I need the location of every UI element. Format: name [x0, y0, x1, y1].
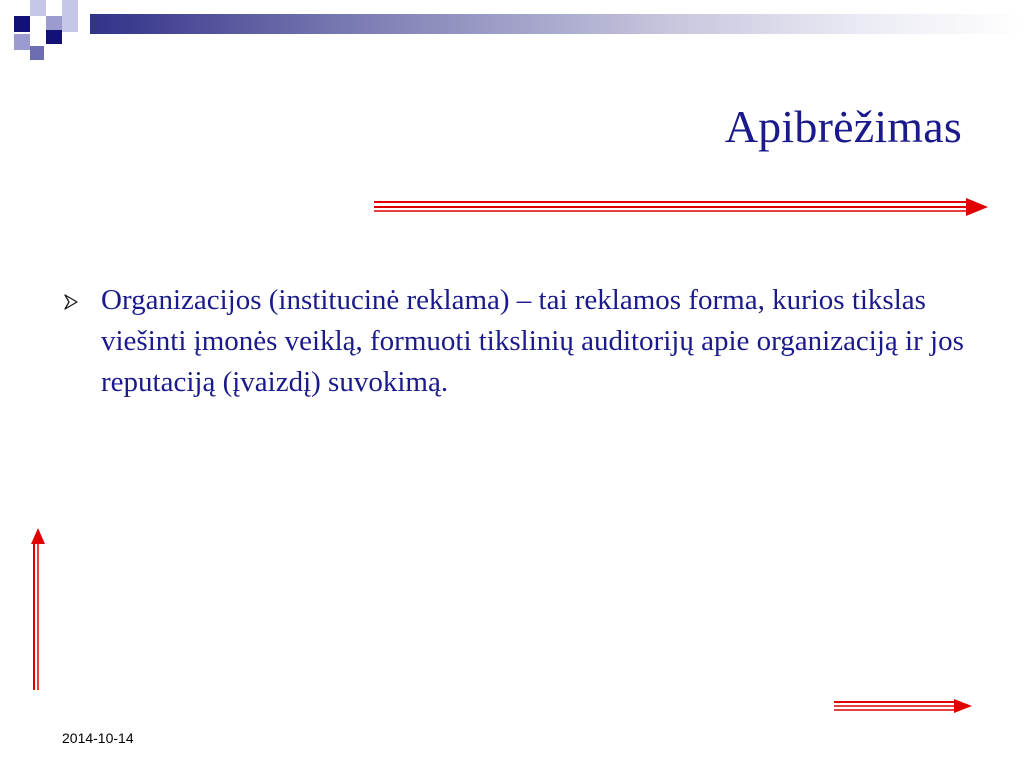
chevron-arrow-bullet-icon [64, 294, 78, 310]
square-navy [46, 30, 62, 44]
vertical-arrow-icon [28, 528, 48, 692]
square-lavender [14, 34, 30, 50]
list-item [64, 280, 964, 403]
square-light [62, 0, 78, 16]
header-gradient-bar [0, 14, 1024, 34]
bottom-right-arrow-icon [834, 697, 974, 717]
bullet-list [64, 280, 964, 403]
square-light [30, 0, 46, 16]
footer-date: 2014-10-14 [62, 730, 134, 746]
square-navy [14, 16, 30, 32]
bullet-text: Organizacijos (institucinė reklama) – tai reklamos forma, kurios tikslas viešinti įmonės veiklą, formuoti tikslinių auditorijų apie organizaciją ir jos reputaciją (įvaizdį) suvokimą. [101, 284, 964, 398]
slide-title: Apibrėžimas [724, 101, 962, 152]
square-light [62, 16, 78, 32]
square-mid [30, 46, 44, 60]
title-underline-arrow-icon [374, 196, 990, 218]
